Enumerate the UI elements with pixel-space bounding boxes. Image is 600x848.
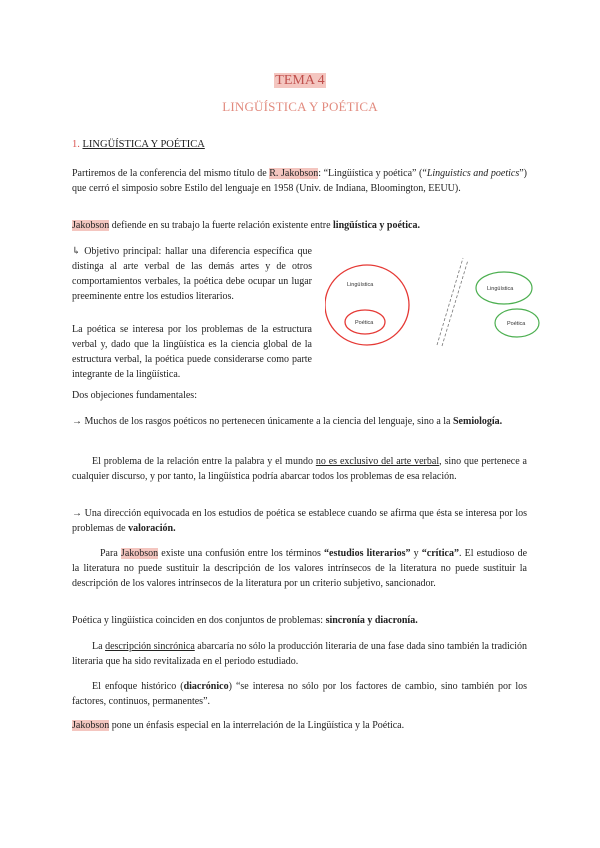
section-title: LINGÜÍSTICA Y POÉTICA xyxy=(82,139,205,150)
paragraph-emphasis: Jakobson pone un énfasis especial en la interrelación de la Lingüística y la Poética. xyxy=(72,720,405,731)
paragraph-objection-1: → Muchos de los rasgos poéticos no pertenecen únicamente a la ciencia del lenguaje, sino a la Semiología. xyxy=(72,416,503,427)
paragraph-thesis: Jakobson defiende en su trabajo la fuerte relación existente entre lingüística y poética. xyxy=(72,220,420,231)
paragraph-intro: Partiremos de la conferencia del mismo título de R. Jakobson: “Lingüística y poética” (“Linguistics and poetics”) que cerró el simposio sobre Estilo del lenguaje en 1958 (Univ. de Indiana, Bloomington, EEUU). xyxy=(72,168,527,194)
diagram-label-poetics-left: Poética xyxy=(355,320,374,326)
diagram-label-linguistics-left: Lingüística xyxy=(347,282,374,288)
paragraph-sync-diachrony: Poética y lingüística coinciden en dos conjuntos de problemas: sincronía y diacronía. xyxy=(72,615,418,626)
separator-line xyxy=(437,258,463,345)
paragraph-synchronic: La descripción sincrónica abarcaría no sólo la producción literaria de una fase dada sino también la tradición literaria que ha sido revitalizada en el periodo estudiado. xyxy=(72,641,528,667)
paragraph-poetics: La poética se interesa por los problemas de la estructura verbal y, dado que la lingüística es la ciencia global de la estructura verbal, la poética puede considerarse como parte integrante de la lingüística. xyxy=(72,324,312,380)
author-highlight: R. Jakobson xyxy=(269,168,319,179)
linguistics-outer-circle xyxy=(325,265,409,345)
author-highlight: Jakobson xyxy=(120,548,159,559)
page-title: TEMA 4 xyxy=(275,73,325,88)
diagram-label-poetics-right: Poética xyxy=(507,321,526,327)
section-number: 1. xyxy=(72,139,80,150)
paragraph-objection-2: → Una dirección equivocada en los estudios de poética se establece cuando se afirma que ésta se interesa por los problemas de valoración. xyxy=(72,508,527,534)
author-highlight: Jakobson xyxy=(72,220,110,231)
paragraph-objections: Dos objeciones fundamentales: xyxy=(72,390,197,401)
paragraph-diachronic: El enfoque histórico (diacrónico) “se interesa no sólo por los factores de cambio, sino también por los factores, continuos, permanentes”. xyxy=(72,681,527,707)
page-subtitle: LINGÜÍSTICA Y POÉTICA xyxy=(222,99,378,114)
paragraph-objective: ↳ Objetivo principal: hallar una diferencia específica que distinga al arte verbal de las demás artes y de otros comportamientos verbales, la poética debe ocupar un lugar preeminente entre los estudios literarios. xyxy=(72,246,312,302)
paragraph-word-world: El problema de la relación entre la palabra y el mundo no es exclusivo del arte verbal, sino que pertenece a cualquier discurso, y por tanto, la lingüística podría abarcar todos los problemas de esa relación. xyxy=(72,456,527,482)
author-highlight: Jakobson xyxy=(72,720,110,731)
separator-line xyxy=(442,260,468,346)
section-heading xyxy=(72,139,205,150)
linguistics-poetics-diagram xyxy=(325,250,540,375)
diagram-label-linguistics-right: Lingüística xyxy=(487,286,514,292)
paragraph-confusion: Para Jakobson existe una confusión entre los términos “estudios literarios” y “crítica”. El estudioso de la literatura no puede sustituir la descripción de los valores intrínsecos de la literatura no puede sustituir la descripción de los valores intrínsecos de la literatura por un criterio subjetivo, sancionador. xyxy=(72,548,528,589)
